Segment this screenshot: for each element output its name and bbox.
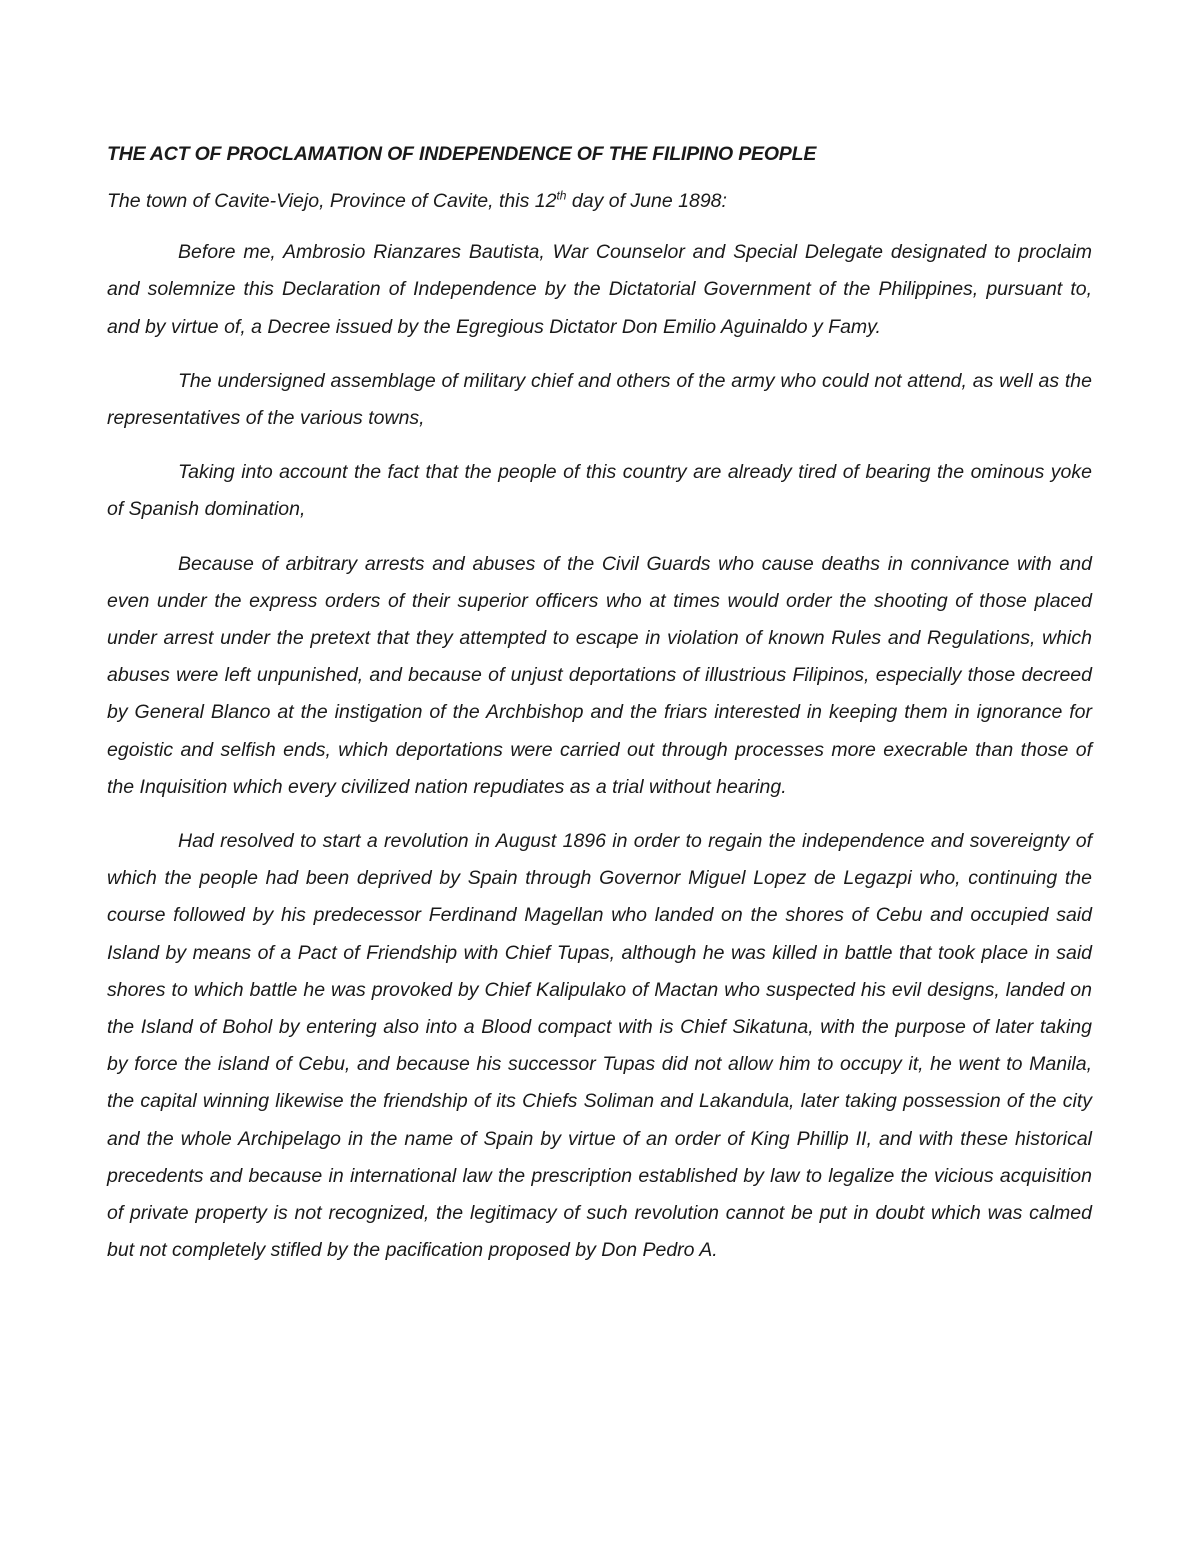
paragraph-revolution: Had resolved to start a revolution in August 1896 in order to regain the independence and sovereignty of which the people had been deprived by Spain through Governor Miguel Lopez de Legazpi who, continuing the course followed by his predecessor Ferdinand Magellan who landed on the shores of Cebu and occupied said Island by means of a Pact of Friendship with Chief Tupas, although he was killed in battle that took place in said shores to which battle he was provoked by Chief Kalipulako of Mactan who suspected his evil designs, landed on the Island of Bohol by entering also into a Blood compact with is Chief Sikatuna, with the purpose of later taking by force the island of Cebu, and because his successor Tupas did not allow him to occupy it, he went to Manila, the capital winning likewise the friendship of its Chiefs Soliman and Lakandula, later taking possession of the city and the whole Archipelago in the name of Spain by virtue of an order of King Phillip II, and with these historical precedents and because in international law the prescription established by law to legalize the vicious acquisition of private property is not recognized, the legitimacy of such revolution cannot be put in doubt which was calmed but not completely stifled by the pacification proposed by Don Pedro A. [107,830,1092,1262]
dateline-ordinal-suffix: th [556,188,567,203]
dateline [107,183,1092,220]
document-title: THE ACT OF PROCLAMATION OF INDEPENDENCE OF THE FILIPINO PEOPLE [107,143,817,165]
document-body [107,140,1092,1286]
paragraph-delegate: Before me, Ambrosio Rianzares Bautista, War Counselor and Special Delegate designated to proclaim and solemnize this Declaration of Independence by the Dictatorial Government of the Philippines, pursuant to, and by virtue of, a Decree issued by the Egregious Dictator Don Emilio Aguinaldo y Famy. [107,241,1092,338]
dateline-text-end: day of June 1898: [566,190,727,212]
paragraph-spanish-domination: Taking into account the fact that the people of this country are already tired of bearing the ominous yoke of Spanish domination, [107,461,1092,521]
paragraph-abuses: Because of arbitrary arrests and abuses of the Civil Guards who cause deaths in connivance with and even under the express orders of their superior officers who at times would order the shooting of those placed under arrest under the pretext that they attempted to escape in violation of known Rules and Regulations, which abuses were left unpunished, and because of unjust deportations of illustrious Filipinos, especially those decreed by General Blanco at the instigation of the Archbishop and the friars interested in keeping them in ignorance for egoistic and selfish ends, which deportations were carried out through processes more execrable than those of the Inquisition which every civilized nation repudiates as a trial without hearing. [107,552,1092,798]
dateline-text: The town of Cavite-Viejo, Province of Cavite, this 12 [107,190,557,212]
paragraph-assemblage: The undersigned assemblage of military chief and others of the army who could not attend, as well as the representatives of the various towns, [107,369,1092,430]
